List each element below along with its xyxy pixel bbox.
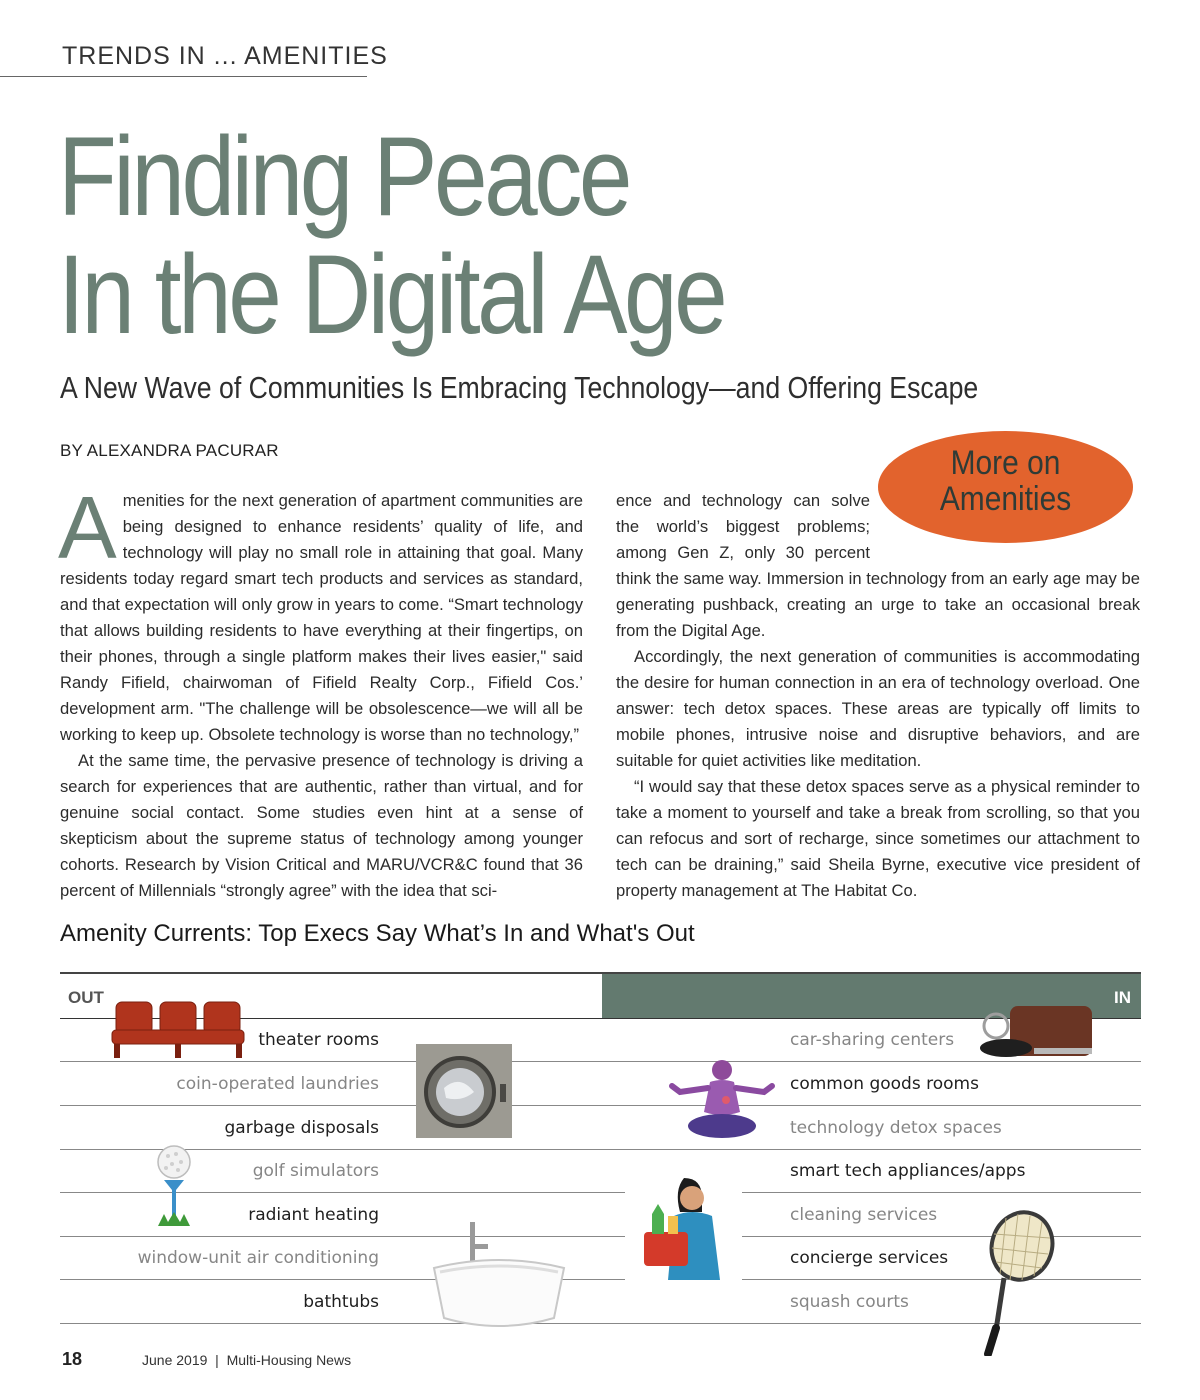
car-key-icon xyxy=(974,1004,1096,1060)
promo-line-1: More on xyxy=(950,444,1061,482)
in-label: IN xyxy=(1114,988,1131,1007)
meditation-figure-icon xyxy=(668,1056,776,1144)
more-on-amenities-badge[interactable] xyxy=(878,431,1133,543)
table-rule xyxy=(60,1149,1141,1150)
headline-line-2: In the Digital Age xyxy=(58,232,725,357)
headline xyxy=(58,114,725,357)
in-item-smart-tech: smart tech appliances/apps xyxy=(790,1161,1026,1181)
in-item-detox-spaces: technology detox spaces xyxy=(790,1118,1002,1138)
paragraph-3: ence and technology can solve the world’s biggest problems; among Gen Z, only 30 percent think the same way. Immersion in technology from an early age may be generating pushback, creating an urge to take an occasional break from the Digital Age. xyxy=(616,491,1140,640)
promo-line-2: Amenities xyxy=(939,480,1072,518)
washing-machine-icon xyxy=(416,1044,512,1138)
table-rule xyxy=(742,1236,1141,1237)
paragraph-2: At the same time, the pervasive presence of technology is driving a search for experiences that are authentic, rather than virtual, and for genuine social contact. Some studies even hint at a sense of skepticism about the supreme status of technology among younger cohorts. Research by Vision Critical and MARU/VCR&C found that 36 percent of Millennials “strongly agree” with the idea that sci- xyxy=(60,751,583,900)
in-item-car-sharing: car-sharing centers xyxy=(790,1030,955,1050)
paragraph-1: menities for the next generation of apartment communities are being designed to enhance residents’ quality of life, and technology will play no small role in attaining that goal. Many residents today regard smart tech products and services as standard, and that expectation will only grow in years to come. “Smart technology that allows building residents to have everything at their fingertips, on their phones, through a single platform makes their lives easier," said Randy Fifield, chairwoman of Fifield Realty Corp., Fifield Cos.’ development arm. "The challenge will be obsolescence—we will all be working to keep up. Obsolete technology is worse than no technology,” xyxy=(60,491,583,744)
out-item-coin-laundries: coin-operated laundries xyxy=(176,1074,379,1094)
table-rule xyxy=(742,1192,1141,1193)
in-item-common-goods: common goods rooms xyxy=(790,1074,979,1094)
article-column-right xyxy=(616,488,1140,904)
out-item-bathtubs: bathtubs xyxy=(303,1292,379,1312)
headline-line-1: Finding Peace xyxy=(58,114,630,239)
subheadline: A New Wave of Communities Is Embracing Technology—and Offering Escape xyxy=(60,370,979,405)
table-rule xyxy=(742,1279,1141,1280)
byline: BY ALEXANDRA PACURAR xyxy=(60,441,279,460)
out-item-theater-rooms: theater rooms xyxy=(258,1030,379,1050)
page-number: 18 xyxy=(62,1349,83,1369)
bathtub-icon xyxy=(432,1222,566,1336)
squash-racket-icon xyxy=(976,1210,1056,1356)
section-label: TRENDS IN ... AMENITIES xyxy=(62,42,388,70)
table-title: Amenity Currents: Top Execs Say What’s In and What's Out xyxy=(60,920,695,947)
in-item-cleaning: cleaning services xyxy=(790,1205,938,1225)
out-label: OUT xyxy=(68,988,104,1007)
paragraph-5: “I would say that these detox spaces serve as a physical reminder to take a moment to yourself and take a break from scrolling, so that you can refocus and sort of recharge, since sometimes our attachment to tech can be draining,” said Sheila Byrne, executive vice president of property management at The Habitat Co. xyxy=(616,777,1140,900)
golf-ball-tee-icon xyxy=(154,1142,194,1228)
table-rule xyxy=(60,1105,1141,1106)
out-item-golf-simulators: golf simulators xyxy=(252,1161,379,1181)
article-column-left xyxy=(58,478,583,904)
in-item-concierge: concierge services xyxy=(790,1248,949,1268)
out-item-garbage-disposals: garbage disposals xyxy=(224,1118,379,1138)
in-item-squash: squash courts xyxy=(790,1292,909,1312)
cleaning-woman-icon xyxy=(640,1176,730,1280)
table-rule xyxy=(60,1192,625,1193)
out-item-window-ac: window-unit air conditioning xyxy=(137,1248,379,1268)
table-rule xyxy=(60,1061,1141,1062)
footer-issue: June 2019 | Multi-Housing News xyxy=(142,1352,352,1368)
paragraph-4: Accordingly, the next generation of communities is accommodating the desire for human connection in an era of technology overload. One answer: tech detox spaces. These areas are typically off limits to mobile phones, intrusive noise and disruptive behaviors, and are suitable for quiet activities like meditation. xyxy=(616,647,1140,770)
theater-seats-icon xyxy=(108,996,248,1060)
out-item-radiant-heating: radiant heating xyxy=(248,1205,379,1225)
section-rule xyxy=(0,76,367,77)
drop-cap: A xyxy=(58,478,117,577)
